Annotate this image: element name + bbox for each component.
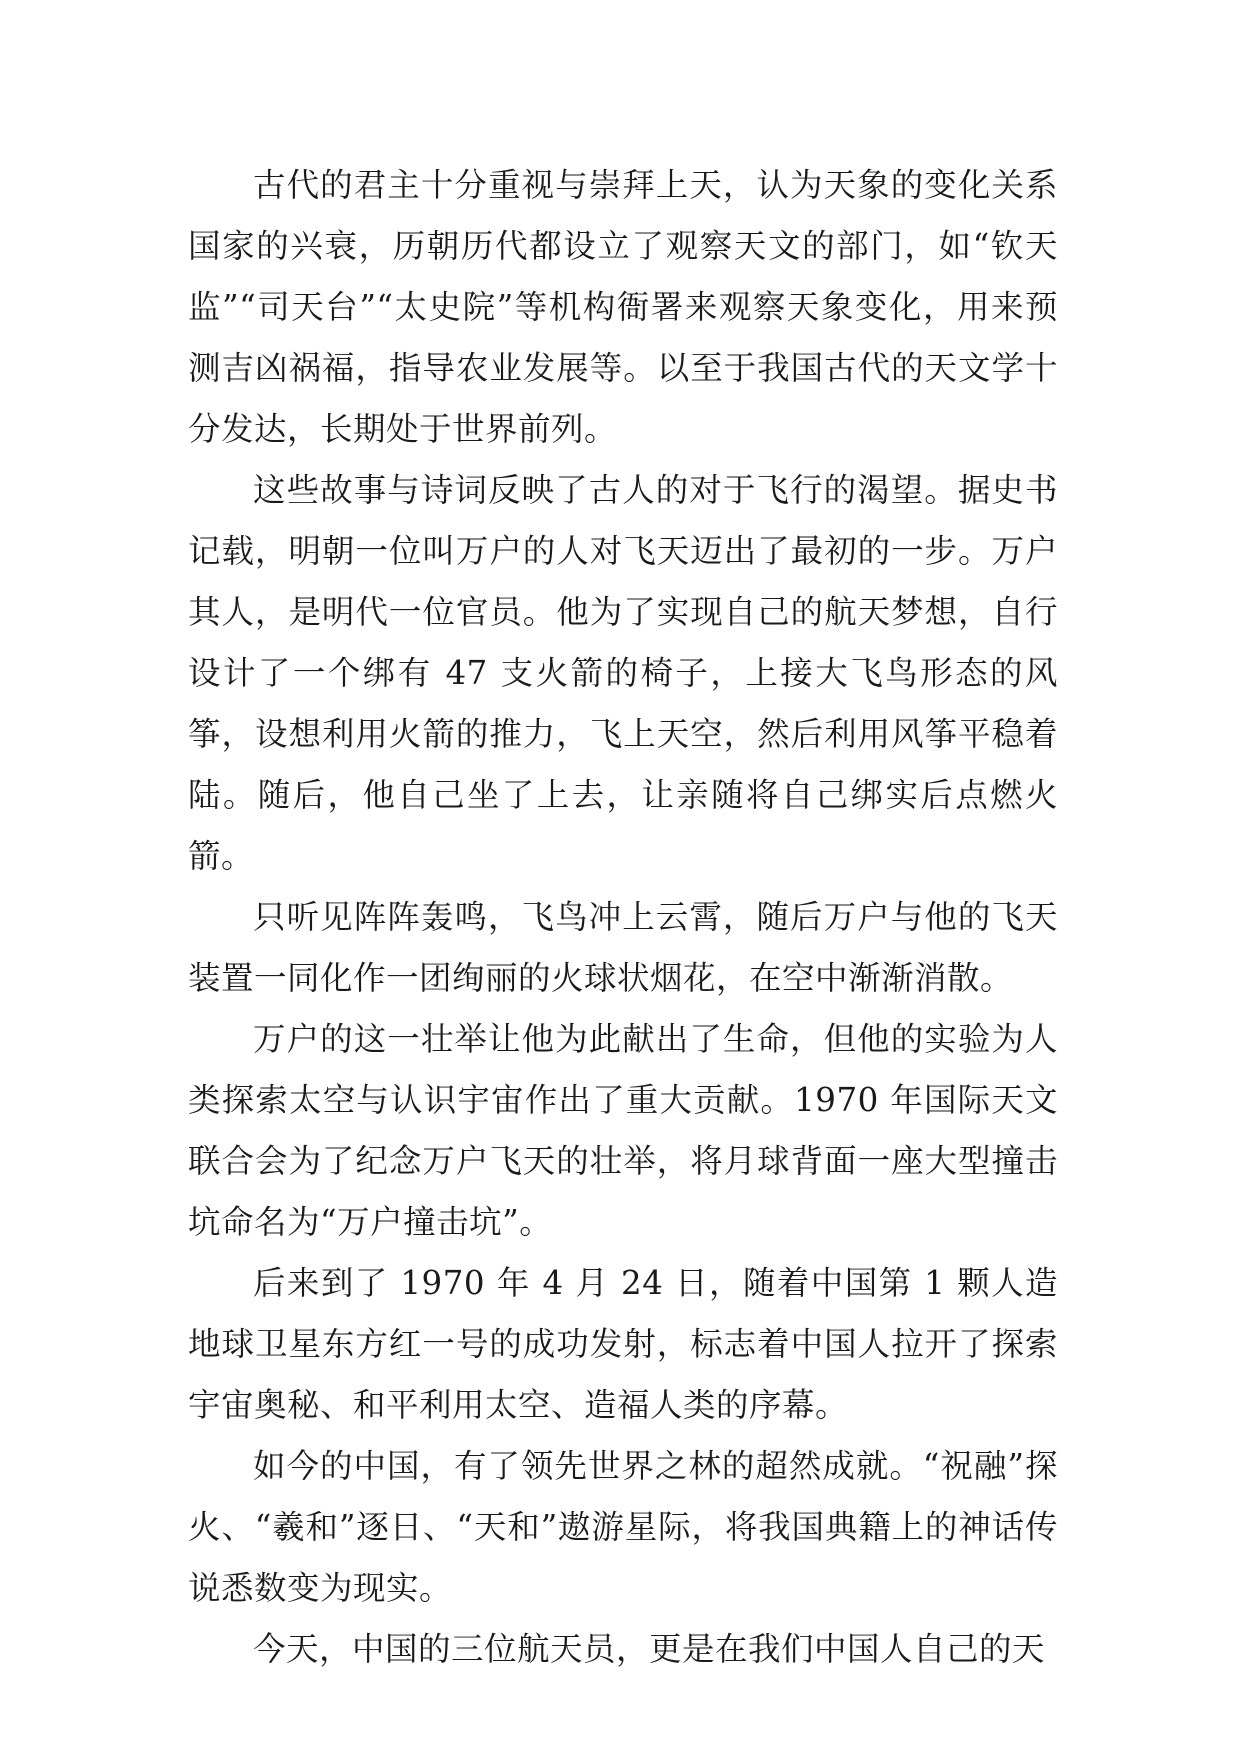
paragraph-wanhu-explosion: 只听见阵阵轰鸣，飞鸟冲上云霄，随后万户与他的飞天装置一同化作一团绚丽的火球状烟花，在空中渐渐消散。	[188, 898, 1058, 997]
paragraph-wanhu-flight-attempt: 这些故事与诗词反映了古人的对于飞行的渴望。据史书记载，明朝一位叫万户的人对飞天迈出了最初的一步。万户其人，是明代一位官员。他为了实现自己的航天梦想，自行设计了一个绑有 47 支火箭的椅子，上接大飞鸟形态的风筝，设想利用火箭的推力，飞上天空，然后利用风筝平稳着陆。随后，他自己坐了上去，让亲随将自己绑实后点燃火箭。	[188, 471, 1058, 875]
paragraph-ancient-astronomy: 古代的君主十分重视与崇拜上天，认为天象的变化关系国家的兴衰，历朝历代都设立了观察天文的部门，如“钦天监”“司天台”“太史院”等机构衙署来观察天象变化，用来预测吉凶祸福，指导农业发展等。以至于我国古代的天文学十分发达，长期处于世界前列。	[188, 166, 1058, 448]
paragraph-astronauts: 今天，中国的三位航天员，更是在我们中国人自己的天	[253, 1630, 1046, 1668]
paragraph-dongfanghong-satellite: 后来到了 1970 年 4 月 24 日，随着中国第 1 颗人造地球卫星东方红一号的成功发射，标志着中国人拉开了探索宇宙奥秘、和平利用太空、造福人类的序幕。	[188, 1264, 1058, 1424]
paragraph-modern-achievements: 如今的中国，有了领先世界之林的超然成就。“祝融”探火、“羲和”逐日、“天和”遨游星际，将我国典籍上的神话传说悉数变为现实。	[188, 1447, 1058, 1607]
paragraph-wanhu-crater: 万户的这一壮举让他为此献出了生命，但他的实验为人类探索太空与认识宇宙作出了重大贡献。1970 年国际天文联合会为了纪念万户飞天的壮举，将月球背面一座大型撞击坑命名为“万户撞击坑”。	[188, 1020, 1058, 1241]
document-body	[188, 155, 1058, 1680]
